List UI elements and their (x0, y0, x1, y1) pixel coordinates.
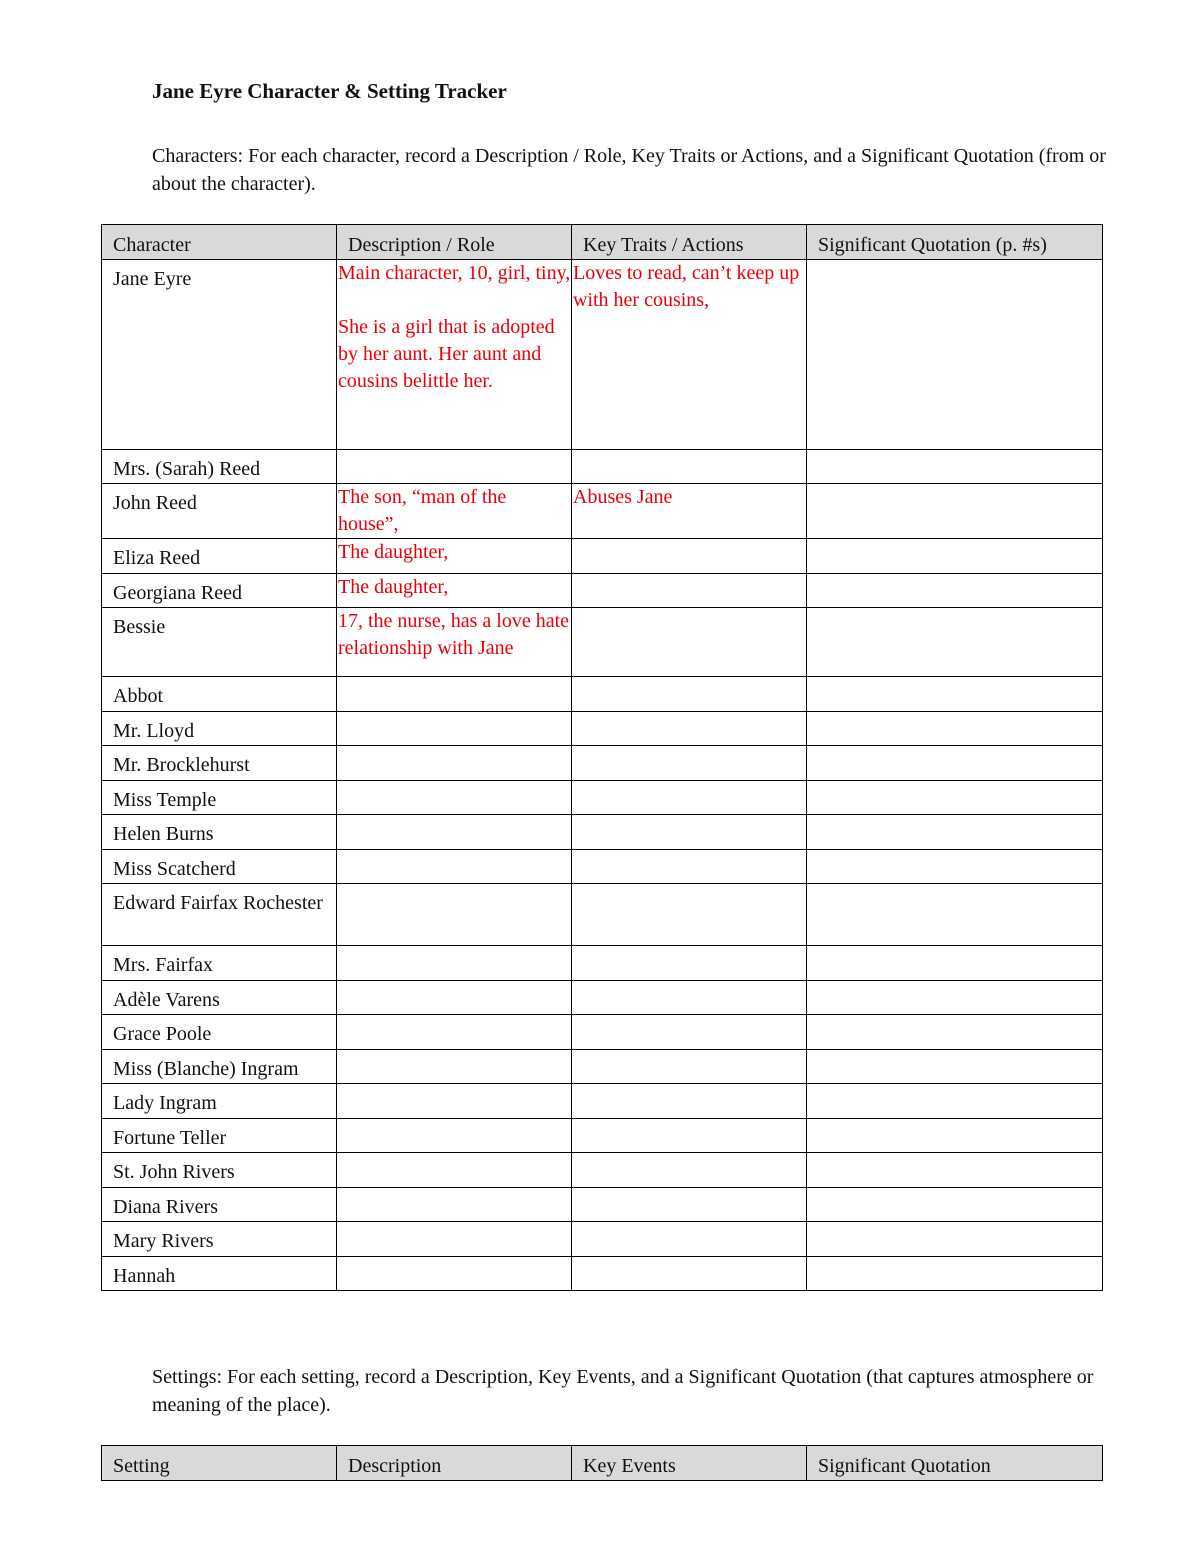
traits-cell (572, 1187, 807, 1222)
description-text: The daughter, (338, 541, 449, 563)
table-row (102, 780, 1103, 815)
quotation-cell (807, 1118, 1103, 1153)
description-text: The daughter, (338, 575, 449, 598)
description-cell (337, 1153, 572, 1188)
traits-cell (572, 1256, 807, 1291)
character-table-header (102, 225, 1103, 260)
table-row (102, 980, 1103, 1015)
description-text: Main character, 10, girl, tiny, (338, 261, 571, 284)
table-row (102, 884, 1103, 946)
quotation-cell (807, 449, 1103, 484)
description-cell (337, 1049, 572, 1084)
character-name: Mr. Lloyd (102, 711, 337, 746)
character-name: St. John Rivers (102, 1153, 337, 1188)
character-name: Mr. Brocklehurst (102, 746, 337, 781)
traits-cell (572, 1084, 807, 1119)
quotation-cell (807, 1049, 1103, 1084)
quotation-cell (807, 1222, 1103, 1257)
header-setting-quotation: Significant Quotation (807, 1446, 1103, 1481)
character-name: John Reed (102, 484, 337, 539)
table-row (102, 484, 1103, 539)
traits-cell: Abuses Jane (572, 484, 807, 539)
traits-cell (572, 1049, 807, 1084)
character-name: Miss Scatcherd (102, 849, 337, 884)
table-row (102, 815, 1103, 850)
table-row (102, 608, 1103, 677)
description-text: She is a girl that is adopted by her aunt. Her aunt and cousins belittle her. (338, 315, 555, 392)
table-row (102, 1153, 1103, 1188)
description-cell (337, 1084, 572, 1119)
description-cell (337, 815, 572, 850)
settings-instructions: Settings: For each setting, record a Description, Key Events, and a Significant Quotation (that captures atmosphere or meaning of the place). (152, 1366, 1094, 1416)
description-text: The son, “man of the house”, (338, 486, 507, 535)
quotation-cell (807, 1153, 1103, 1188)
traits-cell (572, 1153, 807, 1188)
traits-cell (572, 780, 807, 815)
character-name: Mary Rivers (102, 1222, 337, 1257)
character-name: Fortune Teller (102, 1118, 337, 1153)
quotation-cell (807, 946, 1103, 981)
traits-cell (572, 884, 807, 946)
traits-cell (572, 449, 807, 484)
quotation-cell (807, 849, 1103, 884)
traits-cell (572, 1015, 807, 1050)
traits-cell (572, 849, 807, 884)
description-cell (337, 980, 572, 1015)
description-cell (337, 746, 572, 781)
character-name: Miss Temple (102, 780, 337, 815)
table-row (102, 849, 1103, 884)
table-row (102, 259, 1103, 449)
header-key-events: Key Events (572, 1446, 807, 1481)
header-key-traits-actions: Key Traits / Actions (572, 225, 807, 260)
table-row (102, 1015, 1103, 1050)
character-name: Grace Poole (102, 1015, 337, 1050)
traits-cell (572, 1222, 807, 1257)
character-name: Edward Fairfax Rochester (102, 884, 337, 946)
character-name: Lady Ingram (102, 1084, 337, 1119)
character-name: Hannah (102, 1256, 337, 1291)
description-cell (337, 449, 572, 484)
quotation-cell (807, 815, 1103, 850)
description-cell (337, 1015, 572, 1050)
character-name: Eliza Reed (102, 539, 337, 574)
table-row (102, 946, 1103, 981)
table-row (102, 1049, 1103, 1084)
character-name: Helen Burns (102, 815, 337, 850)
traits-cell (572, 980, 807, 1015)
table-row (102, 677, 1103, 712)
quotation-cell (807, 711, 1103, 746)
table-row (102, 1256, 1103, 1291)
quotation-cell (807, 1084, 1103, 1119)
description-cell (337, 259, 572, 449)
setting-table-header (102, 1446, 1103, 1481)
traits-cell (572, 815, 807, 850)
table-row (102, 449, 1103, 484)
traits-cell (572, 1118, 807, 1153)
character-name: Georgiana Reed (102, 573, 337, 608)
page-title: Jane Eyre Character & Setting Tracker (152, 79, 507, 103)
description-cell (337, 573, 572, 608)
traits-cell (572, 946, 807, 981)
description-cell (337, 946, 572, 981)
character-name: Mrs. (Sarah) Reed (102, 449, 337, 484)
table-row (102, 1187, 1103, 1222)
description-cell (337, 608, 572, 677)
traits-cell (572, 573, 807, 608)
traits-cell (572, 746, 807, 781)
table-row (102, 573, 1103, 608)
header-significant-quotation: Significant Quotation (p. #s) (807, 225, 1103, 260)
traits-cell: Loves to read, can’t keep up with her cousins, (572, 259, 807, 449)
quotation-cell (807, 677, 1103, 712)
description-cell (337, 711, 572, 746)
character-table (101, 224, 1103, 1291)
characters-instructions: Characters: For each character, record a Description / Role, Key Traits or Actions, and a Significant Quotation (from or about the character). (152, 145, 1106, 195)
header-description: Description (337, 1446, 572, 1481)
quotation-cell (807, 1256, 1103, 1291)
description-cell (337, 884, 572, 946)
table-row (102, 1222, 1103, 1257)
character-name: Abbot (102, 677, 337, 712)
description-text: 17, the nurse, has a love hate relationship with Jane (338, 610, 570, 659)
traits-cell (572, 539, 807, 574)
description-cell (337, 539, 572, 574)
traits-cell (572, 677, 807, 712)
description-cell (337, 677, 572, 712)
character-name: Jane Eyre (102, 259, 337, 449)
description-cell (337, 1187, 572, 1222)
quotation-cell (807, 608, 1103, 677)
description-cell (337, 1118, 572, 1153)
character-name: Bessie (102, 608, 337, 677)
description-cell (337, 1256, 572, 1291)
description-cell (337, 1222, 572, 1257)
quotation-cell (807, 780, 1103, 815)
quotation-cell (807, 1015, 1103, 1050)
description-cell (337, 484, 572, 539)
character-name: Mrs. Fairfax (102, 946, 337, 981)
setting-table (101, 1445, 1103, 1481)
table-row (102, 746, 1103, 781)
character-name: Miss (Blanche) Ingram (102, 1049, 337, 1084)
traits-cell (572, 711, 807, 746)
paragraph-gap (338, 287, 571, 314)
character-name: Adèle Varens (102, 980, 337, 1015)
table-row (102, 1084, 1103, 1119)
header-description-role: Description / Role (337, 225, 572, 260)
table-row (102, 1118, 1103, 1153)
quotation-cell (807, 259, 1103, 449)
character-name: Diana Rivers (102, 1187, 337, 1222)
description-cell (337, 780, 572, 815)
quotation-cell (807, 884, 1103, 946)
header-character: Character (102, 225, 337, 260)
quotation-cell (807, 1187, 1103, 1222)
quotation-cell (807, 484, 1103, 539)
traits-cell (572, 608, 807, 677)
quotation-cell (807, 539, 1103, 574)
description-cell (337, 849, 572, 884)
quotation-cell (807, 573, 1103, 608)
quotation-cell (807, 746, 1103, 781)
table-row (102, 711, 1103, 746)
quotation-cell (807, 980, 1103, 1015)
table-row (102, 539, 1103, 574)
header-setting: Setting (102, 1446, 337, 1481)
